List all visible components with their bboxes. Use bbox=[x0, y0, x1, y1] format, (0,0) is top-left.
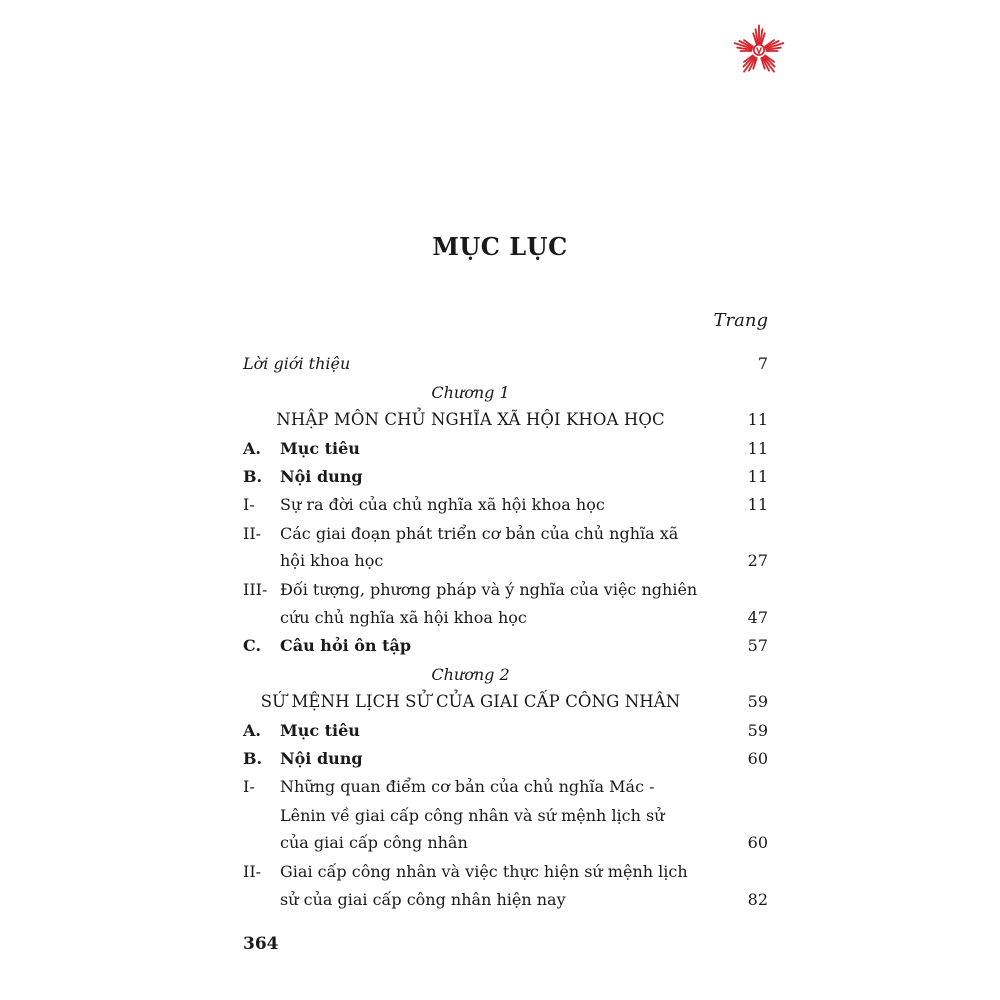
chapter-title: SỨ MỆNH LỊCH SỬ CỦA GIAI CẤP CÔNG NHÂN bbox=[260, 692, 681, 711]
toc-entry bbox=[243, 548, 768, 574]
toc-entry-page: 60 bbox=[747, 749, 768, 768]
toc-entry-text: cứu chủ nghĩa xã hội khoa học bbox=[280, 608, 527, 627]
toc-entry-marker: C. bbox=[243, 636, 262, 655]
page-number: 364 bbox=[243, 934, 279, 954]
toc-entry bbox=[243, 662, 768, 688]
toc-entry-marker: II- bbox=[243, 524, 262, 543]
toc-entry-marker: I- bbox=[243, 495, 255, 514]
toc-entry-page: 7 bbox=[757, 354, 768, 373]
chapter-label: Chương 2 bbox=[431, 665, 510, 684]
toc-entry bbox=[243, 464, 768, 490]
toc-entry-text: của giai cấp công nhân bbox=[280, 833, 468, 852]
chapter-title: NHẬP MÔN CHỦ NGHĨA XÃ HỘI KHOA HỌC bbox=[276, 410, 665, 429]
toc-entry-text: Nội dung bbox=[280, 467, 363, 486]
toc-entry-text: Sự ra đời của chủ nghĩa xã hội khoa học bbox=[280, 495, 605, 514]
toc-entry-page: 60 bbox=[747, 833, 768, 852]
toc-entry bbox=[243, 830, 768, 856]
toc-entry bbox=[243, 436, 768, 462]
toc-entry-page: 11 bbox=[747, 439, 768, 458]
toc-entry-page: 57 bbox=[747, 636, 768, 655]
toc-entry-marker: B. bbox=[243, 749, 263, 768]
toc-entry-marker: A. bbox=[243, 721, 261, 740]
toc-entry-marker: III- bbox=[243, 580, 268, 599]
toc-entry-page: 47 bbox=[747, 608, 768, 627]
toc-entry bbox=[243, 887, 768, 913]
toc-entry bbox=[243, 718, 768, 744]
toc-entry-marker: I- bbox=[243, 777, 255, 796]
toc-entry-text: Giai cấp công nhân và việc thực hiện sứ mệnh lịch bbox=[280, 862, 688, 881]
toc-entry-text: Những quan điểm cơ bản của chủ nghĩa Mác - bbox=[280, 777, 655, 796]
toc-entry bbox=[243, 351, 768, 377]
toc-entry bbox=[243, 633, 768, 659]
toc-entry-page: 82 bbox=[747, 890, 768, 909]
toc-entry bbox=[243, 577, 768, 603]
toc-entry-text: Lênin về giai cấp công nhân và sứ mệnh lịch sử bbox=[280, 806, 665, 825]
toc-entry-page: 59 bbox=[747, 692, 768, 711]
toc-entry bbox=[243, 774, 768, 800]
toc-entry-page: 59 bbox=[747, 721, 768, 740]
toc-entry bbox=[243, 859, 768, 885]
toc-entry-page: 11 bbox=[747, 495, 768, 514]
toc-entry-text: Mục tiêu bbox=[280, 439, 360, 458]
toc-entry bbox=[243, 746, 768, 772]
toc-entry-text: sử của giai cấp công nhân hiện nay bbox=[280, 890, 566, 909]
chapter-label: Chương 1 bbox=[431, 383, 510, 402]
page-column-header: Trang bbox=[713, 310, 768, 331]
toc-entry bbox=[243, 689, 768, 715]
toc-entry bbox=[243, 521, 768, 547]
toc-entry bbox=[243, 407, 768, 433]
toc-entry bbox=[243, 803, 768, 829]
toc-entry-text: Nội dung bbox=[280, 749, 363, 768]
toc-entry-text: hội khoa học bbox=[280, 551, 384, 570]
toc-entry bbox=[243, 492, 768, 518]
toc-entry-page: 11 bbox=[747, 410, 768, 429]
toc-entry bbox=[243, 380, 768, 406]
toc-entry-marker: II- bbox=[243, 862, 262, 881]
toc-entry-marker: A. bbox=[243, 439, 261, 458]
toc-entry-text: Các giai đoạn phát triển cơ bản của chủ nghĩa xã bbox=[280, 524, 679, 543]
toc-entry-text: Mục tiêu bbox=[280, 721, 360, 740]
toc-entry bbox=[243, 605, 768, 631]
toc-entry-page: 27 bbox=[747, 551, 768, 570]
page-title: MỤC LỤC bbox=[432, 232, 568, 261]
toc-entry-page: 11 bbox=[747, 467, 768, 486]
toc-entry-text: Đối tượng, phương pháp và ý nghĩa của việc nghiên bbox=[280, 580, 698, 599]
toc-entry-marker: B. bbox=[243, 467, 263, 486]
toc-entry-text: Câu hỏi ôn tập bbox=[280, 636, 412, 655]
toc-entry-text: Lời giới thiệu bbox=[243, 354, 351, 373]
